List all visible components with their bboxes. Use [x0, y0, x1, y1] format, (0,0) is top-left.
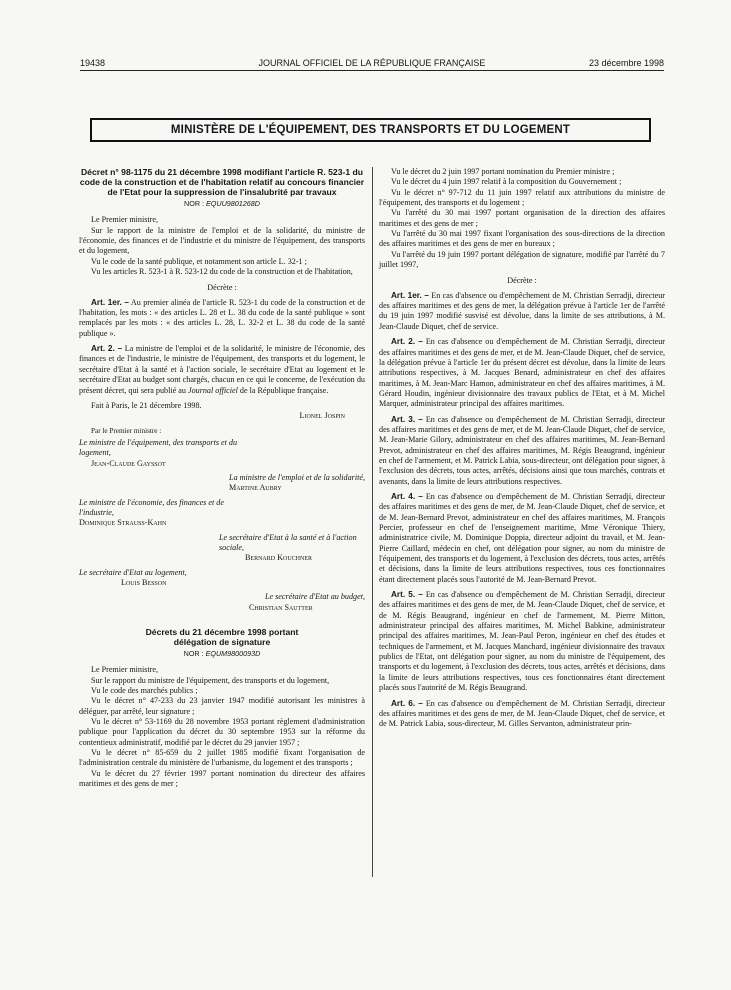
sig2-title: Le ministre de l'équipement, des transports et du logement,	[79, 437, 238, 458]
par-le-premier-ministre: Par le Premier ministre :	[91, 426, 162, 435]
left-column	[79, 167, 365, 790]
sig3-title: La ministre de l'emploi et de la solidarité,	[229, 472, 365, 482]
right-decrete: Décrète :	[507, 276, 537, 286]
signer-premier-ministre: Lionel Jospin	[299, 411, 345, 421]
decree1-title: Décret n° 98-1175 du 21 décembre 1998 modifiant l'article R. 523-1 du code de la construction et de l'habitation relatif au concours financier de l'Etat pour la suppression de l'insalubrité par travaux	[79, 167, 365, 197]
right-art5: Art. 5. – En cas d'absence ou d'empêchement de M. Christian Serradji, directeur des affaires maritimes et des gens de mer, de M. Jean-Claude Diquet, chef de service, et de M. Régis Beaugrand, ingénieur en chef de l'armement, M. Pierre Mitton, administrateur principal des affaires maritimes, M. Michel Babkine, administrateur principal des affaires maritimes, M. Jean-Paul Peron, ingénieur en chef des études et techniques de l'armement, et M. Jacques Manchard, ingénieur divisionnaire des travaux publics de l'Etat, ont délégation pour signer, au nom du ministre de l'équipement, des transports et du logement, à l'exclusion des décrets, tous actes, arrêtés et décisions, dans la limite de leurs attributions respectives, tous ces fonctionnaires étant directement placés sous l'autorité de M. Régis Beaugrand.	[379, 590, 666, 693]
decree2-p4: Vu le décret n° 47-233 du 23 janvier 1947 modifié autorisant les ministres à déléguer, par arrêté, leur signature ;	[79, 696, 365, 716]
decree1-fait: Fait à Paris, le 21 décembre 1998.	[91, 400, 202, 410]
decree2-title: Décrets du 21 décembre 1998 portant délégation de signature	[145, 627, 299, 648]
sig6-name: Louis Besson	[121, 578, 167, 587]
decree1-p2: Sur le rapport de la ministre de l'emploi et de la solidarité, du ministre de l'économie, des finances et de l'industrie et du ministre de l'équipement, des transports et du logement,	[79, 225, 365, 256]
right-p1: Vu le décret du 2 juin 1997 portant nomination du Premier ministre ;	[391, 167, 615, 176]
sig4-name: Dominique Strauss-Kahn	[79, 518, 167, 528]
right-p3: Vu le décret n° 97-712 du 11 juin 1997 relatif aux attributions du ministre de l'équipement, des transports et du logement ;	[379, 187, 665, 208]
decree1-p3: Vu le code de la santé publique, et notamment son article L. 32-1 ;	[91, 256, 307, 266]
decree1-nor: NOR : EQUU9801268D	[184, 199, 260, 208]
decree2-p3: Vu le code des marchés publics ;	[91, 686, 198, 696]
right-p2: Vu le décret du 4 juin 1997 relatif à la composition du Gouvernement ;	[391, 177, 622, 187]
header-rule	[80, 70, 664, 71]
sig3-name: Martine Aubry	[229, 483, 282, 493]
right-art1: Art. 1er. – En cas d'absence ou d'empêchement de M. Christian Serradji, directeur des affaires maritimes et des gens de mer, la délégation prévue à l'article 1er de l'arrêté du 19 juin 1997 modifié susvisé est dévolue, dans la limite de ses attributions, à M. Jean-Claude Diquet, chef de service.	[379, 290, 665, 331]
sig4-title: Le ministre de l'économie, des finances et de l'industrie,	[79, 497, 224, 517]
issue-date: 23 décembre 1998	[588, 58, 664, 68]
decree2-p6: Vu le décret n° 85-659 du 2 juillet 1985 modifié fixant l'organisation de l'administration centrale du ministère de l'urbanisme, du logement et des transports ;	[79, 748, 365, 768]
decree1-decrete: Décrète :	[207, 283, 237, 293]
right-p4: Vu l'arrêté du 30 mai 1997 portant organisation de la direction des affaires maritimes et des gens de mer ;	[379, 208, 665, 228]
ministry-banner: MINISTÈRE DE L'ÉQUIPEMENT, DES TRANSPORTS ET DU LOGEMENT	[90, 118, 651, 142]
journal-title: JOURNAL OFFICIEL DE LA RÉPUBLIQUE FRANÇAISE	[258, 58, 486, 68]
right-art3: Art. 3. – En cas d'absence ou d'empêchement de M. Christian Serradji, directeur des affaires maritimes et des gens de mer, et de M. Jean-Claude Diquet, chef de service, M. Jean-Marie Gilory, administrateur en chef des affaires maritimes, M. Jean-Bernard Prevot, administrateur en chef des affaires maritimes, M. Régis Beaugrand, ingénieur en chef de l'armement, et M. Patrick Labia, sous-directeur, ont délégation pour signer, à l'exclusion des décrets, tous actes, arrêtés, décisions ainsi que tous marchés, contrats et avenants, dans la limite de leurs attributions respectives.	[379, 414, 666, 486]
running-header	[80, 56, 664, 70]
right-art4: Art. 4. – En cas d'absence ou d'empêchement de M. Christian Serradji, directeur des affaires maritimes et des gens de mer, de M. Jean-Claude Diquet, chef de service, et de M. Jean-Bernard Prevot, administrateur en chef des affaires maritimes, M. François Percier, professeur en chef de l'enseignement maritime, Mme Véronique Thiery, administratrice civile, M. Dominique Doppia, directeur adjoint du travail, et M. Jean-Pierre Caillard, médecin en chef, ont délégation pour signer, au nom du ministre de l'équipement, des transports et du logement, à l'exclusion des décrets, tous actes, arrêtés et décisions, dans la limite de leurs attributions respectives, tous ces fonctionnaires étant directement placés sous l'autorité de M. Jean-Bernard Prevot.	[379, 491, 666, 584]
right-p5: Vu l'arrêté du 30 mai 1997 fixant l'organisation des sous-directions de la direction des affaires maritimes et des gens de mer en bureaux ;	[379, 229, 665, 249]
right-art6: Art. 6. – En cas d'absence ou d'empêchement de M. Christian Serradji, directeur des affaires maritimes et des gens de mer, de M. Jean-Claude Diquet, chef de service, et de M. Patrick Labia, sous-directeur, M. Gilles Servanton, administrateur prin-	[379, 698, 666, 729]
decree2-p7: Vu le décret du 27 février 1997 portant nomination du directeur des affaires maritimes et des gens de mer ;	[79, 768, 365, 789]
right-art2: Art. 2. – En cas d'absence ou d'empêchement de M. Christian Serradji, directeur des affaires maritimes et des gens de mer, et de M. Jean-Claude Diquet, chef de service, la délégation prévue à l'article 1er du présent décret est dévolue, dans la limite de leurs attributions respectives, à M. Jacques Benard, administrateur en chef des affaires maritimes, à M. Jean-Marc Hamon, administrateur en chef des affaires maritimes, à M. Gérard Houdin, ingénieur divisionnaire des travaux publics de l'Etat, et à M. Michel Marquer, administrateur principal des affaires maritimes.	[379, 337, 666, 409]
decree2-nor: NOR : EQUM9800093D	[183, 649, 261, 659]
sig5-title: Le secrétaire d'Etat à la santé et à l'action sociale,	[219, 532, 357, 552]
decree2-p2: Sur le rapport du ministre de l'équipement, des transports et du logement,	[91, 675, 330, 685]
sig5-name: Bernard Kouchner	[245, 553, 312, 563]
page-number: 19438	[80, 58, 106, 68]
right-column	[379, 167, 665, 730]
decree2-p1: Le Premier ministre,	[91, 665, 159, 675]
sig2-name: Jean-Claude Gayssot	[91, 458, 166, 468]
decree1-p4: Vu les articles R. 523-1 à R. 523-12 du code de la construction et de l'habitation,	[91, 267, 353, 277]
decree1-art2: Art. 2. – La ministre de l'emploi et de la solidarité, le ministre de l'économie, des finances et de l'industrie, le ministre de l'équipement, des transports et du logement, le secrétaire d'Etat à la santé et à l'action sociale, le secrétaire d'Etat au logement et le secrétaire d'Etat au budget sont chargés, chacun en ce qui le concerne, de l'exécution du présent décret, qui sera publié au Journal officiel de la République française.	[79, 344, 365, 395]
column-divider	[372, 167, 373, 877]
sig6-title: Le secrétaire d'Etat au logement,	[79, 567, 187, 577]
decree1-art1: Art. 1er. – Au premier alinéa de l'article R. 523-1 du code de la construction et de l'habitation, les mots : « des articles L. 28 et L. 38 du code de la santé publique » sont remplacés par les mots : « des articles L. 28, L. 32-2 et L. 38 du code de la santé publique ».	[79, 297, 365, 338]
right-p6: Vu l'arrêté du 19 juin 1997 portant délégation de signature, modifié par l'arrêté du 7 juillet 1997,	[379, 249, 665, 270]
sig7-name: Christian Sautter	[249, 602, 313, 612]
decree1-p1: Le Premier ministre,	[91, 215, 159, 225]
sig7-title: Le secrétaire d'Etat au budget,	[264, 592, 365, 602]
decree2-p5: Vu le décret n° 53-1169 du 28 novembre 1953 portant règlement d'administration publique pour l'application du décret du 30 septembre 1953 sur la réforme du contentieux administratif, modifié par le décret du 29 janvier 1957 ;	[79, 717, 365, 747]
